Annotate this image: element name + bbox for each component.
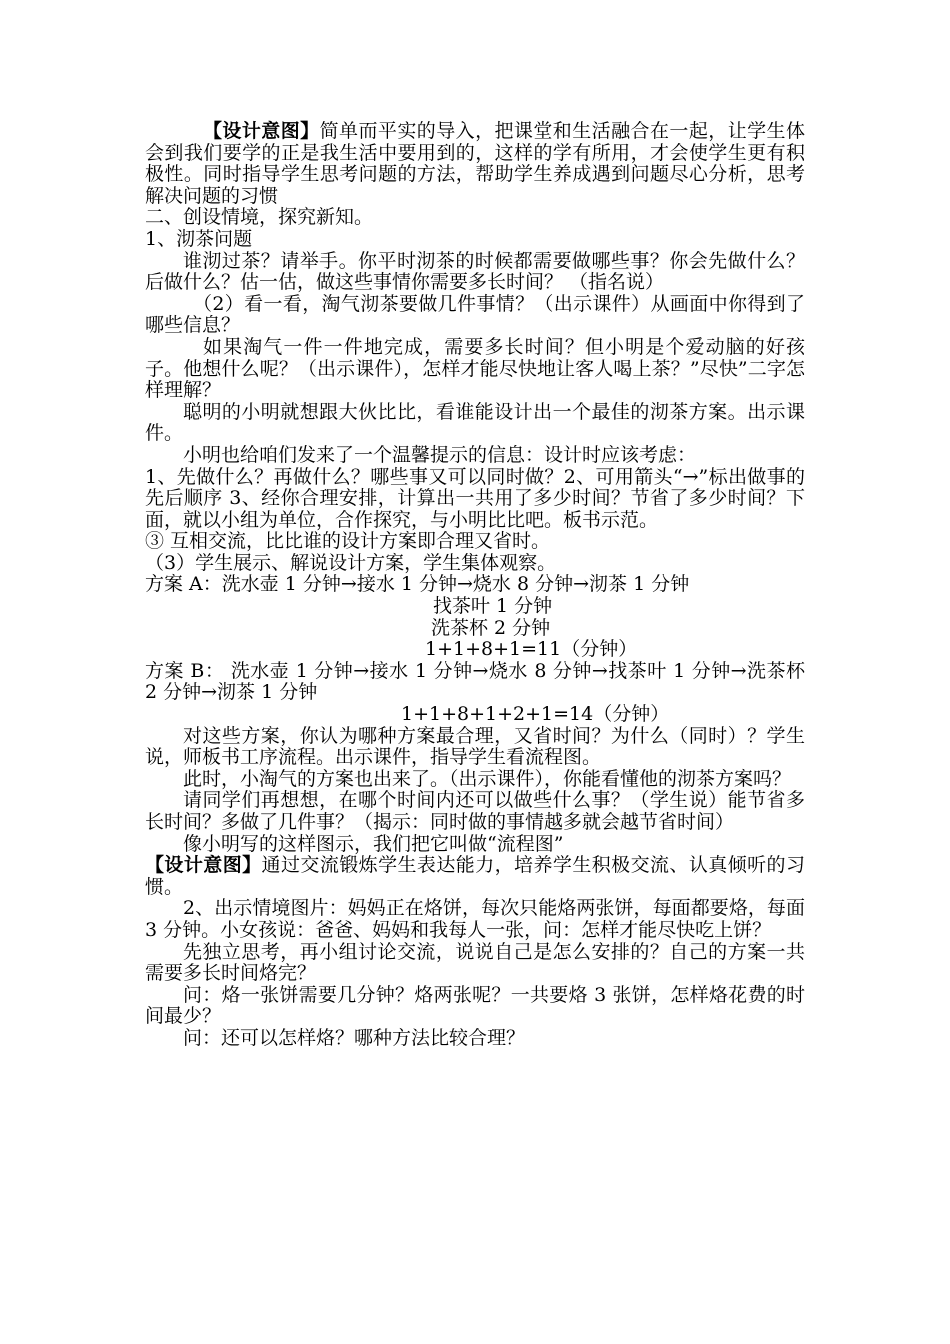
design-intent-paragraph-1 <box>145 121 805 207</box>
subsection-tea-problem: 1、沏茶问题 <box>145 227 253 250</box>
paragraph-hint-steps: 1、先做什么？再做什么？哪些事又可以同时做？2、可用箭头“→”标出做事的先后顺序 3、经你合理安排，计算出一共用了多少时间？节省了多少时间？下面，就以小组为单位，合作探究，与小明比比吧。板书示范。 <box>145 465 805 531</box>
section-heading-2: 二、创设情境，探究新知。 <box>145 206 374 229</box>
design-intent-text: 简单而平实的导入，把课堂和生活融合在一起，让学生体会到我们要学的正是我生活中要用到的，这样的学有所用，才会使学生更有积极性。同时指导学生思考问题的方法，帮助学生养成遇到问题尽心分析，思考解决问题的习惯 <box>145 120 805 207</box>
paragraph-tea-question: 谁沏过茶？请举手。你平时沏茶的时候都需要做哪些事？你会先做什么？后做什么？估一估，做这些事情你需要多长时间？ （指名说） <box>145 249 805 294</box>
paragraph-which-plan: 对这些方案，你认为哪种方案最合理，又省时间？为什么（同时）？学生说，师板书工序流程。出示课件，指导学生看流程图。 <box>145 724 805 769</box>
design-intent-heading-2: 【设计意图】 <box>145 854 262 877</box>
paragraph-one-by-one: 如果淘气一件一件地完成，需要多长时间？但小明是个爱动脑的好孩子。他想什么呢？（出示课件），怎样才能尽快地让客人喝上茶？”尽快”二字怎样理解？ <box>145 335 805 402</box>
paragraph-think-again: 请同学们再想想，在哪个时间内还可以做些什么事？（学生说）能节省多长时间？多做了几件事？（揭示：同时做的事情越多就会越节省时间） <box>145 789 805 833</box>
plan-b-line: 方案 B： 洗水壶 1 分钟→接水 1 分钟→烧水 8 分钟→找茶叶 1 分钟→洗茶杯 2 分钟→沏茶 1 分钟 <box>145 659 805 704</box>
plan-a-sum: 1+1+8+1=11（分钟） <box>425 638 638 661</box>
paragraph-taoqi-plan: 此时，小淘气的方案也出来了。（出示课件），你能看懂他的沏茶方案吗？ <box>183 767 792 790</box>
plan-b-sum: 1+1+8+1+2+1=14（分钟） <box>401 703 670 726</box>
design-intent-text-2: 通过交流锻炼学生表达能力，培养学生积极交流、认真倾听的习惯。 <box>145 854 805 898</box>
paragraph-think-discuss: 先独立思考，再小组讨论交流，说说自己是怎么安排的？自己的方案一共需要多长时间烙完？ <box>145 940 805 985</box>
paragraph-hint: 小明也给咱们发来了一个温馨提示的信息：设计时应该考虑： <box>183 443 697 466</box>
plan-a-find-tea: 找茶叶 1 分钟 <box>433 595 553 618</box>
design-intent-paragraph-2 <box>145 855 805 898</box>
document-page <box>145 121 805 1050</box>
design-intent-heading: 【设计意图】 <box>203 120 320 142</box>
paragraph-flowchart: 像小明写的这样图示，我们把它叫做“流程图” <box>183 832 564 855</box>
paragraph-pancake-scene: 2、出示情境图片：妈妈正在烙饼，每次只能烙两张饼，每面都要烙，每面 3 分钟。小女孩说：爸爸、妈妈和我每人一张，问：怎样才能尽快吃上饼？ <box>145 897 805 941</box>
paragraph-show: （3）学生展示、解说设计方案，学生集体观察。 <box>145 551 557 574</box>
paragraph-best-plan: 聪明的小明就想跟大伙比比，看谁能设计出一个最佳的沏茶方案。出示课件。 <box>145 400 805 445</box>
paragraph-question-1: 问：烙一张饼需要几分钟？烙两张呢？一共要烙 3 张饼，怎样烙花费的时间最少？ <box>145 983 805 1028</box>
paragraph-exchange: ③ 互相交流，比比谁的设计方案即合理又省时。 <box>145 530 551 553</box>
paragraph-look: （2）看一看，淘气沏茶要做几件事情？（出示课件）从画面中你得到了哪些信息？ <box>145 292 805 337</box>
plan-a-wash-cups: 洗茶杯 2 分钟 <box>431 616 551 639</box>
paragraph-question-2: 问：还可以怎样烙？哪种方法比较合理？ <box>183 1026 526 1049</box>
plan-a-line: 方案 A：洗水壶 1 分钟→接水 1 分钟→烧水 8 分钟→沏茶 1 分钟 <box>145 573 690 596</box>
